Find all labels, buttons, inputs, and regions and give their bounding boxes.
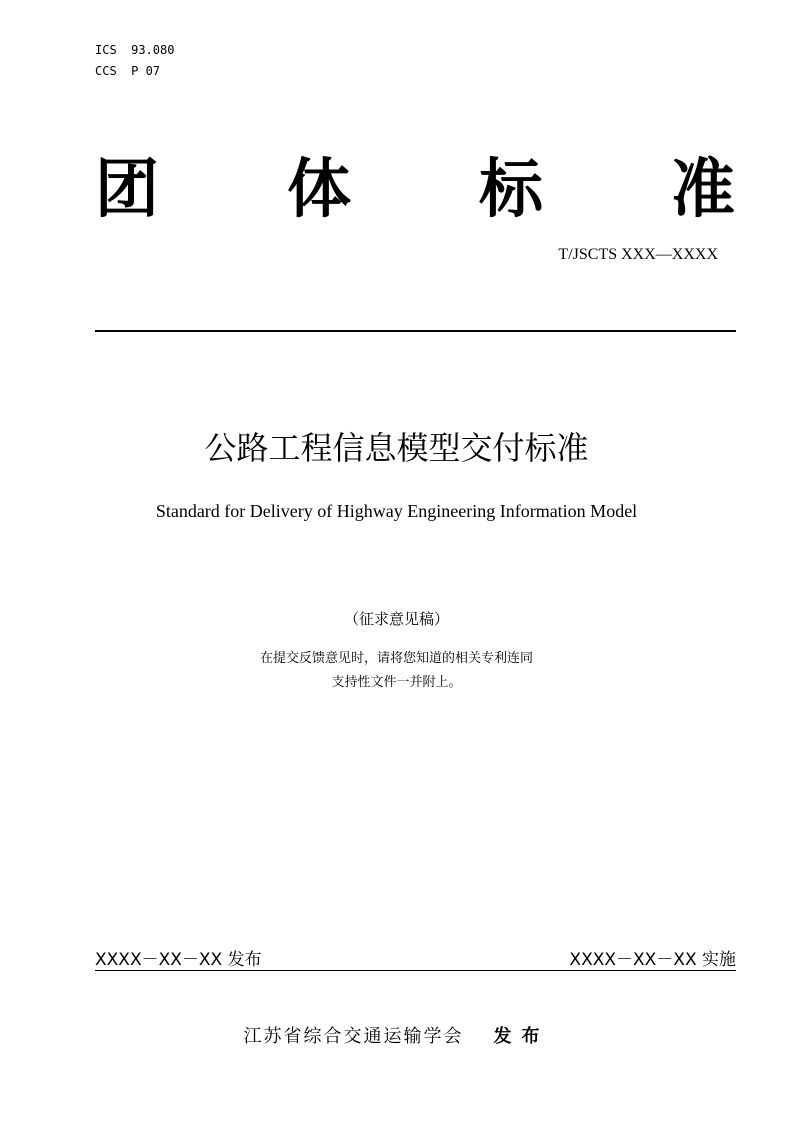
publisher-action: 发布 — [493, 1026, 550, 1047]
heading-char-1: 团 — [95, 153, 159, 227]
heading-char-2: 体 — [287, 153, 351, 227]
top-divider — [95, 330, 736, 332]
notice-line-1: 在提交反馈意见时，请将您知道的相关专利连同 — [259, 651, 533, 666]
publish-date: XXXX－XX－XX 发布 — [95, 950, 262, 970]
ccs-code: CCS P 07 — [95, 64, 161, 78]
bottom-divider — [95, 970, 736, 971]
notice-line-2: 支持性文件一并附上。 — [331, 675, 462, 690]
standard-type-heading — [95, 150, 735, 230]
publisher-name: 江苏省综合交通运输学会 — [243, 1026, 464, 1047]
publisher-line — [0, 1024, 793, 1050]
heading-char-3: 标 — [479, 153, 543, 227]
standard-number: T/JSCTS XXX—XXXX — [558, 246, 718, 263]
document-title-zh: 公路工程信息模型交付标准 — [204, 429, 589, 467]
ics-code: ICS 93.080 — [95, 43, 175, 57]
implement-date: XXXX－XX－XX 实施 — [569, 950, 736, 970]
classification-codes — [95, 40, 174, 82]
draft-status-label: （征求意见稿） — [343, 610, 449, 628]
document-title-en: Standard for Delivery of Highway Engineering Information Model — [155, 501, 638, 521]
feedback-notice — [0, 647, 793, 695]
heading-char-4: 准 — [671, 153, 735, 227]
